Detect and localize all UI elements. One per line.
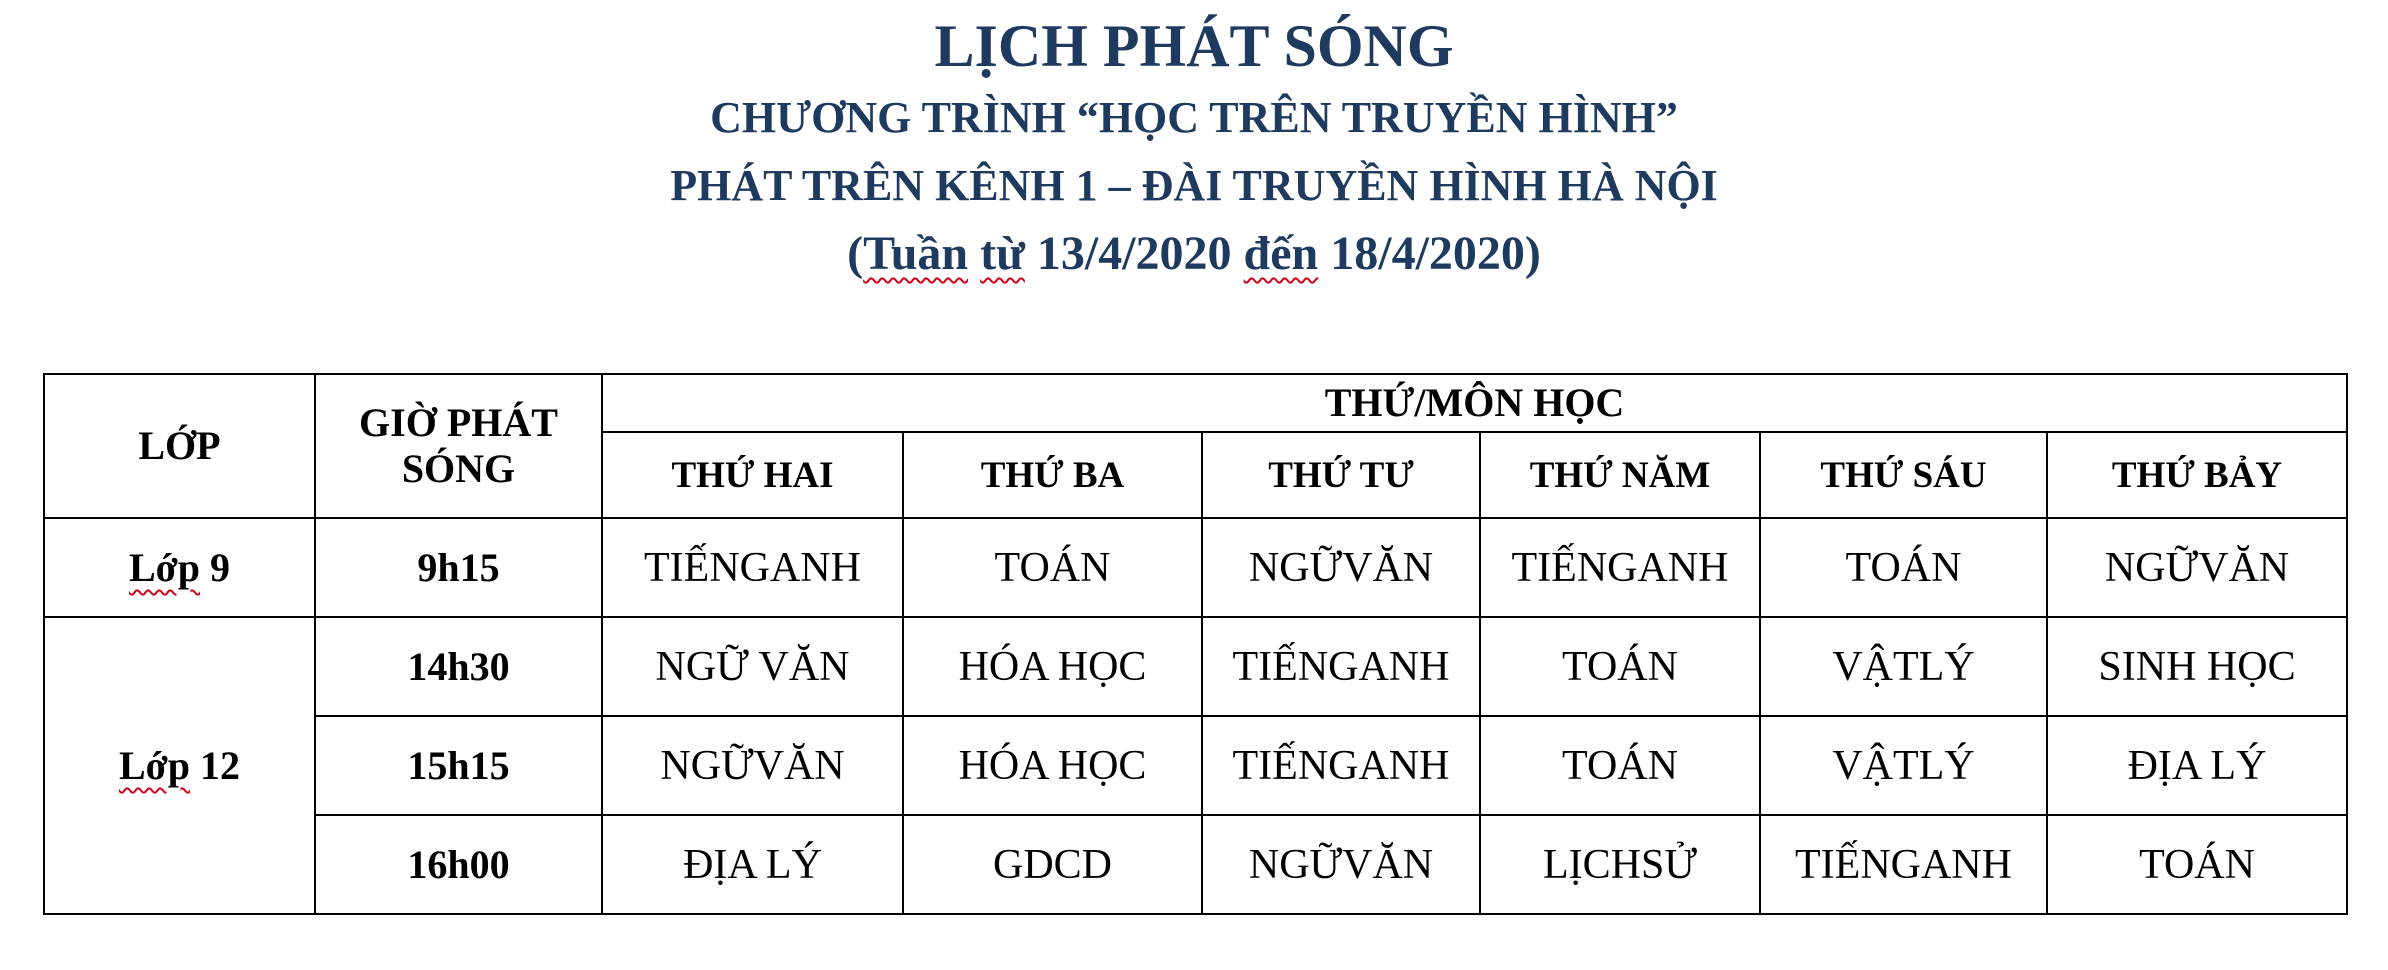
subject-cell: TIẾNGANH — [1760, 815, 2047, 914]
end-date: 18/4/2020) — [1318, 227, 1541, 280]
to-word: đến — [1243, 227, 1319, 280]
subject-cell: ĐỊA LÝ — [2047, 716, 2347, 815]
subject-cell: TIẾNGANH — [1202, 617, 1480, 716]
page-title: LỊCH PHÁT SÓNG — [934, 13, 1454, 79]
broadcast-schedule-table — [43, 373, 2348, 915]
air-time: 9h15 — [315, 518, 602, 617]
subject-cell: TOÁN — [903, 518, 1202, 617]
channel-subtitle: PHÁT TRÊN KÊNH 1 – ĐÀI TRUYỀN HÌNH HÀ NỘI — [670, 161, 1718, 210]
header-air-time — [315, 374, 602, 518]
class-grade-12 — [44, 617, 315, 914]
week-range — [0, 226, 2388, 281]
subject-cell: TOÁN — [1760, 518, 2047, 617]
class-word: Lớp — [128, 545, 201, 590]
subject-cell: GDCD — [903, 815, 1202, 914]
class-word: Lớp — [118, 743, 191, 788]
header-class: LỚP — [44, 374, 315, 518]
subject-cell: HÓA HỌC — [903, 617, 1202, 716]
subject-cell: HÓA HỌC — [903, 716, 1202, 815]
day-friday: THỨ SÁU — [1760, 432, 2047, 518]
subject-cell: NGỮVĂN — [602, 716, 903, 815]
day-wednesday: THỨ TƯ — [1202, 432, 1480, 518]
subject-cell: NGỮVĂN — [2047, 518, 2347, 617]
table-row — [44, 716, 2347, 815]
subject-cell: TOÁN — [2047, 815, 2347, 914]
subject-cell: SINH HỌC — [2047, 617, 2347, 716]
table-row — [44, 518, 2347, 617]
table-row — [44, 815, 2347, 914]
class-number: 9 — [200, 545, 231, 590]
program-subtitle: CHƯƠNG TRÌNH “HỌC TRÊN TRUYỀN HÌNH” — [710, 93, 1678, 142]
subject-cell: NGỮVĂN — [1202, 518, 1480, 617]
subject-cell: NGỮVĂN — [1202, 815, 1480, 914]
table-header-row — [44, 374, 2347, 432]
day-monday: THỨ HAI — [602, 432, 903, 518]
week-open-paren: ( — [847, 227, 864, 280]
subject-cell: TIẾNGANH — [602, 518, 903, 617]
air-time: 14h30 — [315, 617, 602, 716]
air-time: 16h00 — [315, 815, 602, 914]
subject-cell: TIẾNGANH — [1202, 716, 1480, 815]
header-air-time-label: GIỜ PHÁT SÓNG — [359, 400, 558, 491]
class-grade-9 — [44, 518, 315, 617]
header-day-subject: THỨ/MÔN HỌC — [602, 374, 2347, 432]
table-row — [44, 617, 2347, 716]
subject-cell: TOÁN — [1480, 716, 1760, 815]
start-date: 13/4/2020 — [1024, 227, 1244, 280]
subject-cell: VẬTLÝ — [1760, 716, 2047, 815]
subject-cell: LỊCHSỬ — [1480, 815, 1760, 914]
subject-cell: TIẾNGANH — [1480, 518, 1760, 617]
week-word: Tuần — [863, 227, 969, 280]
from-word: từ — [980, 227, 1025, 280]
air-time: 15h15 — [315, 716, 602, 815]
day-thursday: THỨ NĂM — [1480, 432, 1760, 518]
class-number: 12 — [190, 743, 241, 788]
day-tuesday: THỨ BA — [903, 432, 1202, 518]
subject-cell: NGỮ VĂN — [602, 617, 903, 716]
subject-cell: TOÁN — [1480, 617, 1760, 716]
subject-cell: ĐỊA LÝ — [602, 815, 903, 914]
subject-cell: VẬTLÝ — [1760, 617, 2047, 716]
day-saturday: THỨ BẢY — [2047, 432, 2347, 518]
